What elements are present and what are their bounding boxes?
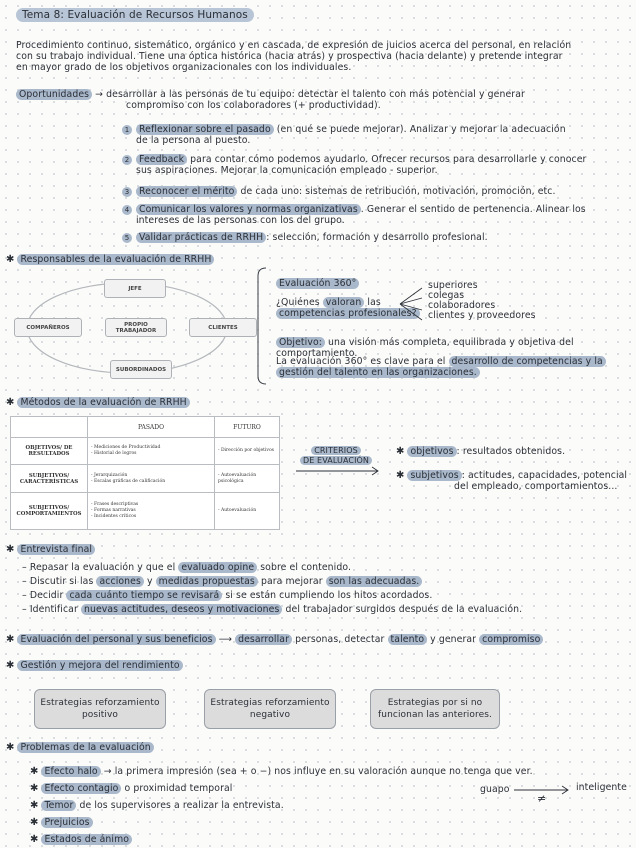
item-text: : selección, formación y desarrollo profesional. <box>266 232 488 243</box>
item-text-2: de la persona al puesto. <box>136 135 251 146</box>
page-title: Tema 8: Evaluación de Recursos Humanos <box>16 10 254 21</box>
list-item: – Identificar nuevas actitudes, deseos y motivaciones del trabajador surgidos después de la evaluación. <box>22 604 523 615</box>
list-item: ✱ Prejuicios <box>30 814 630 831</box>
criterio-subjetivos: ✱ subjetivos : actitudes, capacidades, potencial del empleado, comportamientos... <box>396 470 628 492</box>
list-item: – Discutir si las acciones y medidas propuestas para mejorar son las adecuadas. <box>22 575 628 589</box>
row-pasado: - Frases descriptivas - Formas narrativas - Incidentes críticos <box>88 492 215 529</box>
objetivo-row: Objetivo: una visión más completa, equilibrada y objetiva del comportamiento. <box>276 337 574 359</box>
eval360-label: Evaluación 360° <box>276 278 359 289</box>
criterios-label: CRITERIOS DE EVALUACIÓN <box>300 446 372 466</box>
metodos-heading: ✱ Métodos de la evaluación de RRHH <box>6 397 190 408</box>
oportunidades-row <box>16 89 626 111</box>
quienes-question: ¿Quiénes valoran las competencias profesionales? <box>276 297 420 319</box>
star-icon: ✱ <box>6 660 15 671</box>
oportunidades-list <box>122 124 622 246</box>
list-item <box>122 124 622 148</box>
evaluator-item: colegas <box>428 290 465 301</box>
intro-line: con su trabajo individual. Tiene una óptica histórica (hacia atrás) y prospectiva (hacia delante) y pretende integrar <box>16 51 563 62</box>
item-text-2: sus aspiraciones. Mejorar la comunicación empleado - superior. <box>136 165 438 176</box>
list-item: – Decidir cada cuánto tiempo se revisará si se están cumpliendo los hitos acordados. <box>22 590 433 601</box>
table-header: PASADO <box>88 417 215 438</box>
evaluator-item: superiores <box>428 280 478 291</box>
star-icon: ✱ <box>30 834 39 845</box>
row-futuro: - Autoevaluación psicológica <box>215 465 280 492</box>
list-item: ✱ Temor de los supervisores a realizar la entrevista. <box>30 800 284 811</box>
star-icon: ✱ <box>6 634 15 645</box>
methods-table <box>10 416 280 530</box>
star-icon: ✱ <box>30 800 39 811</box>
list-item <box>122 154 622 186</box>
star-icon: ✱ <box>6 544 15 555</box>
star-icon: ✱ <box>6 742 15 753</box>
intro-line: en mayor grado de los objetivos organizacionales con los individuales. <box>16 62 352 73</box>
diagram-node-bottom: SUBORDINADOS <box>110 360 172 379</box>
row-label: SUBJETIVOS/ COMPORTAMIENTOS <box>11 492 88 529</box>
item-highlight: Feedback <box>136 154 187 165</box>
bracket-divider <box>254 266 270 386</box>
row-futuro: - Autoevaluación <box>215 492 280 529</box>
evaluator-item: colaboradores <box>428 300 496 311</box>
arrow-right-icon: ⟶ <box>218 634 233 645</box>
entrevista-heading: ✱ Entrevista final <box>6 544 95 555</box>
list-item <box>122 186 622 202</box>
list-item <box>122 204 622 230</box>
list-item: ✱ Efecto contagio o proximidad temporal <box>30 783 233 794</box>
guapo-label: guapo <box>480 784 510 795</box>
item-highlight: Comunicar los valores y normas organizativas <box>136 204 361 215</box>
row-pasado: - Jerarquización - Escalas gráficas de calificación <box>88 465 215 492</box>
diagram-node-left: COMPAÑEROS <box>14 318 82 337</box>
star-icon: ✱ <box>396 446 405 457</box>
strategy-box-negative: Estrategias reforzamiento negativo <box>204 689 336 729</box>
arrow-right-icon: → <box>95 89 104 100</box>
number-badge: 2 <box>122 155 132 165</box>
number-badge: 4 <box>122 205 132 215</box>
number-badge: 3 <box>122 187 132 197</box>
diagram-node-right: CLIENTES <box>189 318 257 337</box>
item-highlight: Reconocer el mérito <box>136 186 237 197</box>
number-badge: 1 <box>122 125 132 135</box>
row-label: SUBJETIVOS/ CARACTERÍSTICAS <box>11 465 88 492</box>
star-icon: ✱ <box>6 254 15 265</box>
table-header <box>11 417 88 438</box>
item-text: . Generar el sentido de pertenencia. Alinear los <box>360 204 586 215</box>
heading-text: Responsables de la evaluación de RRHH <box>17 254 214 265</box>
list-item: ✱ Estados de ánimo <box>30 831 630 848</box>
table-header: FUTURO <box>215 417 280 438</box>
table-header-row <box>11 417 280 438</box>
inteligente-label: inteligente <box>576 782 627 793</box>
responsables-heading <box>6 254 214 265</box>
beneficios-row: ✱ Evaluación del personal y sus beneficios ⟶ desarrollar personas, detectar talento y generar compromiso <box>6 634 632 645</box>
item-highlight: Reflexionar sobre el pasado <box>136 124 274 135</box>
evaluator-item: clientes y proveedores <box>428 310 536 321</box>
problemas-heading: ✱ Problemas de la evaluación <box>6 742 154 753</box>
number-badge: 5 <box>122 233 132 243</box>
item-text: para contar cómo podemos ayudarlo. Ofrecer recursos para desarrollarle y conocer <box>190 154 587 165</box>
gestion-heading: ✱ Gestión y mejora del rendimiento <box>6 660 183 671</box>
criterio-objetivos: ✱ objetivos : resultados obtenidos. <box>396 446 566 457</box>
branch-arrows <box>398 282 428 326</box>
list-item <box>122 232 622 246</box>
oportunidades-text: desarrollar a las personas de tu equipo: detectar el talento con más potencial y generar <box>106 89 525 100</box>
strategy-box-positive: Estrategias reforzamiento positivo <box>34 689 166 729</box>
star-icon: ✱ <box>396 470 405 481</box>
row-label: OBJETIVOS/ DE RESULTADOS <box>11 438 88 465</box>
star-icon: ✱ <box>30 783 39 794</box>
table-row <box>11 438 280 465</box>
evaluators-list <box>428 281 536 321</box>
item-highlight: Validar prácticas de RRHH <box>136 232 266 243</box>
star-icon: ✱ <box>6 397 15 408</box>
diagram-node-center: PROPIO TRABAJADOR <box>105 318 167 337</box>
oportunidades-label: Oportunidades <box>16 89 92 100</box>
table-row <box>11 492 280 529</box>
list-item: – Repasar la evaluación y que el evaluado opine sobre el contenido. <box>22 562 352 573</box>
diagram-node-top: JEFE <box>104 279 166 298</box>
list-item: ✱ Efecto halo → la primera impresión (sea + o −) nos influye en su valoración aunque no tenga que ver. <box>30 766 533 777</box>
item-text: de cada uno: sistemas de retribución, motivación, promoción, etc. <box>240 186 556 197</box>
item-text: (en qué se puede mejorar). Analizar y mejorar la adecuación <box>276 124 566 135</box>
star-icon: ✱ <box>30 817 39 828</box>
entrevista-list <box>22 561 628 617</box>
item-text-2: intereses de las personas con los del grupo. <box>136 215 345 226</box>
intro-paragraph <box>16 40 622 73</box>
row-futuro: - Dirección por objetivos <box>215 438 280 465</box>
not-equal-sign: ≠ <box>537 792 547 805</box>
oportunidades-text-2: compromiso con los colaboradores (+ productividad). <box>126 100 381 111</box>
table-row <box>11 465 280 492</box>
strategy-box-other: Estrategias por si no funcionan las anteriores. <box>370 689 500 729</box>
clave-paragraph: La evaluación 360° es clave para el desarrollo de competencias y la gestión del talento en las organizaciones. <box>276 356 628 378</box>
row-pasado: - Mediciones de Productividad - Historial de logros <box>88 438 215 465</box>
problemas-list <box>30 763 630 848</box>
intro-line: Procedimiento continuo, sistemático, orgánico y en cascada, de expresión de juicios acerca del personal, en relación <box>16 40 572 51</box>
star-icon: ✱ <box>30 766 39 777</box>
arrow-right-icon <box>294 466 384 476</box>
